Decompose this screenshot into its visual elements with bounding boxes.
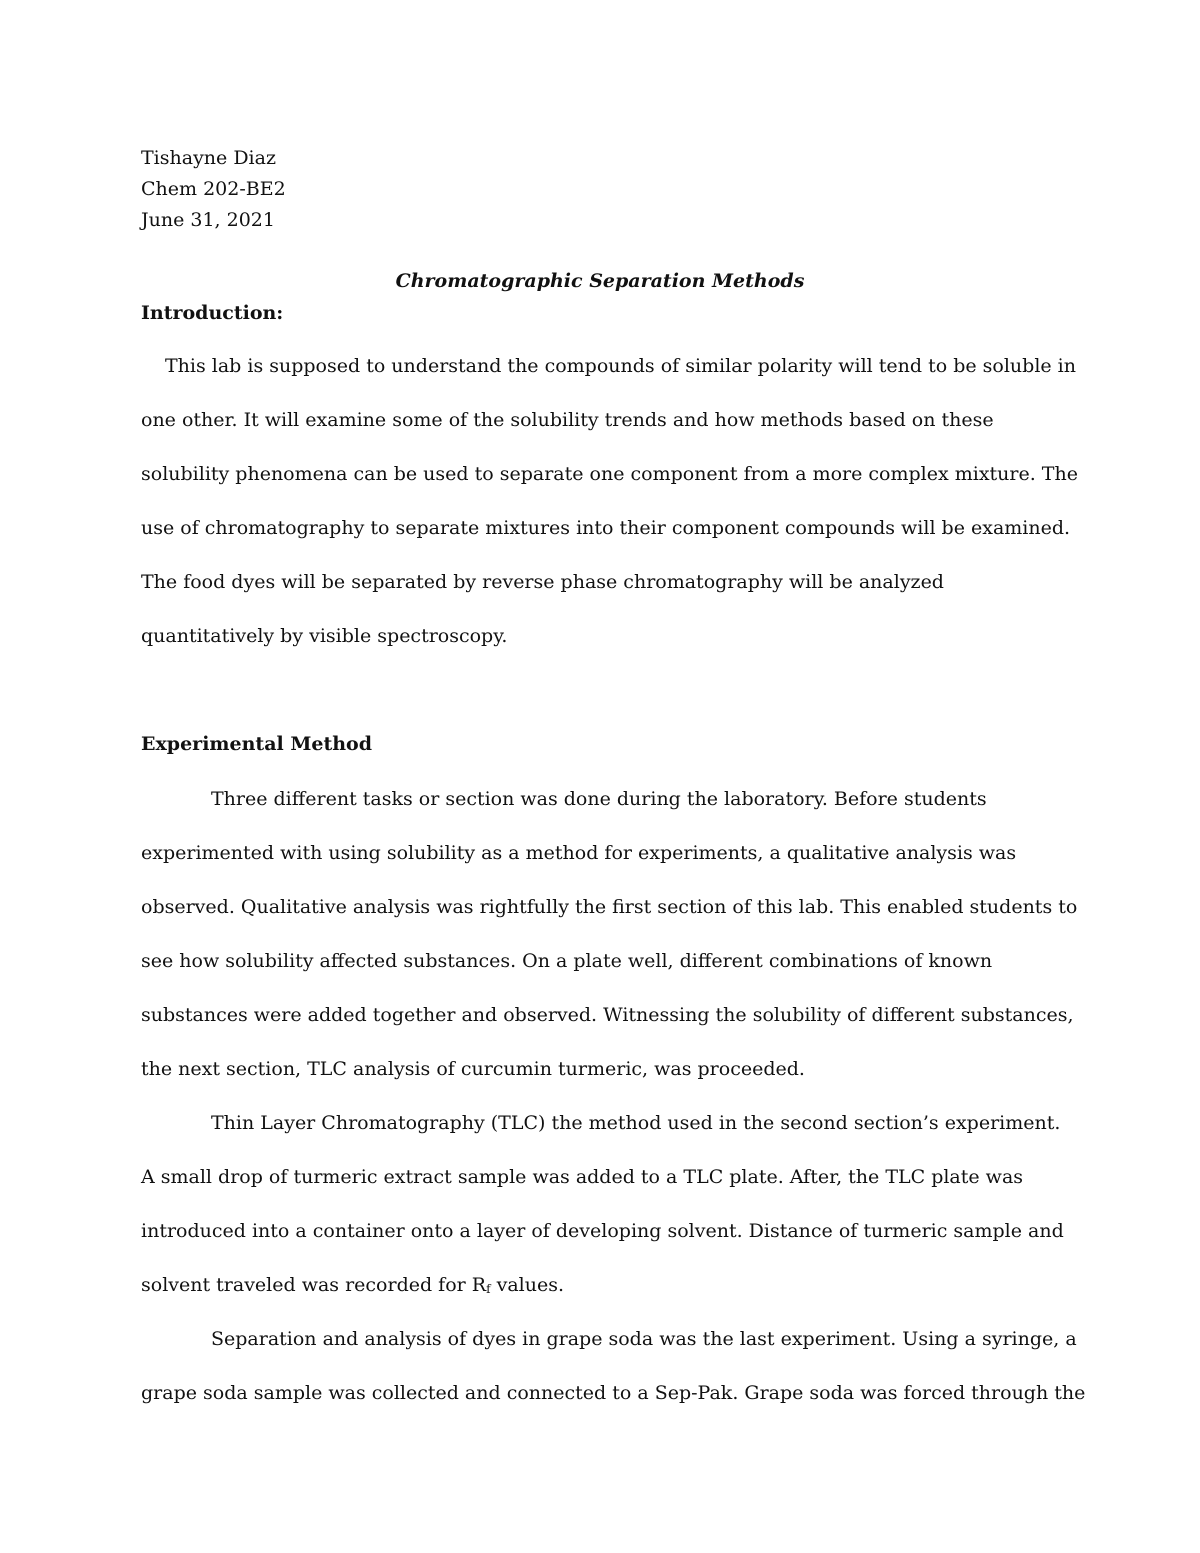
exp-para1-line-3: observed. Qualitative analysis was rightfully the first section of this lab. This enabled students to (141, 896, 1078, 918)
author-name: Tishayne Diaz (141, 147, 276, 169)
intro-line-3: solubility phenomena can be used to separate one component from a more complex mixture. The (141, 463, 1078, 485)
exp-para2-line-4 (141, 1273, 564, 1297)
exp-para3-line-2: grape soda sample was collected and connected to a Sep-Pak. Grape soda was forced through the (141, 1382, 1086, 1404)
exp-para2-line-2: A small drop of turmeric extract sample was added to a TLC plate. After, the TLC plate was (141, 1166, 1024, 1188)
exp-para2-line-3: introduced into a container onto a layer of developing solvent. Distance of turmeric sample and (141, 1220, 1064, 1242)
intro-line-5: The food dyes will be separated by reverse phase chromatography will be analyzed (141, 571, 944, 593)
exp-para1-line-4: see how solubility affected substances. On a plate well, different combinations of known (141, 950, 993, 972)
intro-line-2: one other. It will examine some of the solubility trends and how methods based on these (141, 409, 994, 431)
rf-text-before: solvent traveled was recorded for R (141, 1274, 487, 1296)
exp-para1-line-1: Three different tasks or section was done during the laboratory. Before students (211, 788, 987, 810)
intro-line-1: This lab is supposed to understand the compounds of similar polarity will tend to be soluble in (165, 355, 1076, 377)
introduction-heading: Introduction: (141, 302, 284, 324)
rf-subscript: f (486, 1282, 491, 1296)
exp-para2-line-1: Thin Layer Chromatography (TLC) the method used in the second section’s experiment. (211, 1112, 1061, 1134)
intro-line-4: use of chromatography to separate mixtures into their component compounds will be examined. (141, 517, 1071, 539)
intro-line-6: quantitatively by visible spectroscopy. (141, 625, 508, 647)
document-date: June 31, 2021 (141, 209, 275, 231)
exp-para3-line-1: Separation and analysis of dyes in grape soda was the last experiment. Using a syringe, a (211, 1328, 1077, 1350)
experimental-heading: Experimental Method (141, 733, 373, 755)
exp-para1-line-6: the next section, TLC analysis of curcumin turmeric, was proceeded. (141, 1058, 805, 1080)
exp-para1-line-5: substances were added together and observed. Witnessing the solubility of different substances, (141, 1004, 1074, 1026)
course-code: Chem 202-BE2 (141, 178, 286, 200)
rf-text-after: values. (490, 1274, 564, 1296)
document-title: Chromatographic Separation Methods (395, 270, 805, 292)
exp-para1-line-2: experimented with using solubility as a method for experiments, a qualitative analysis was (141, 842, 1017, 864)
